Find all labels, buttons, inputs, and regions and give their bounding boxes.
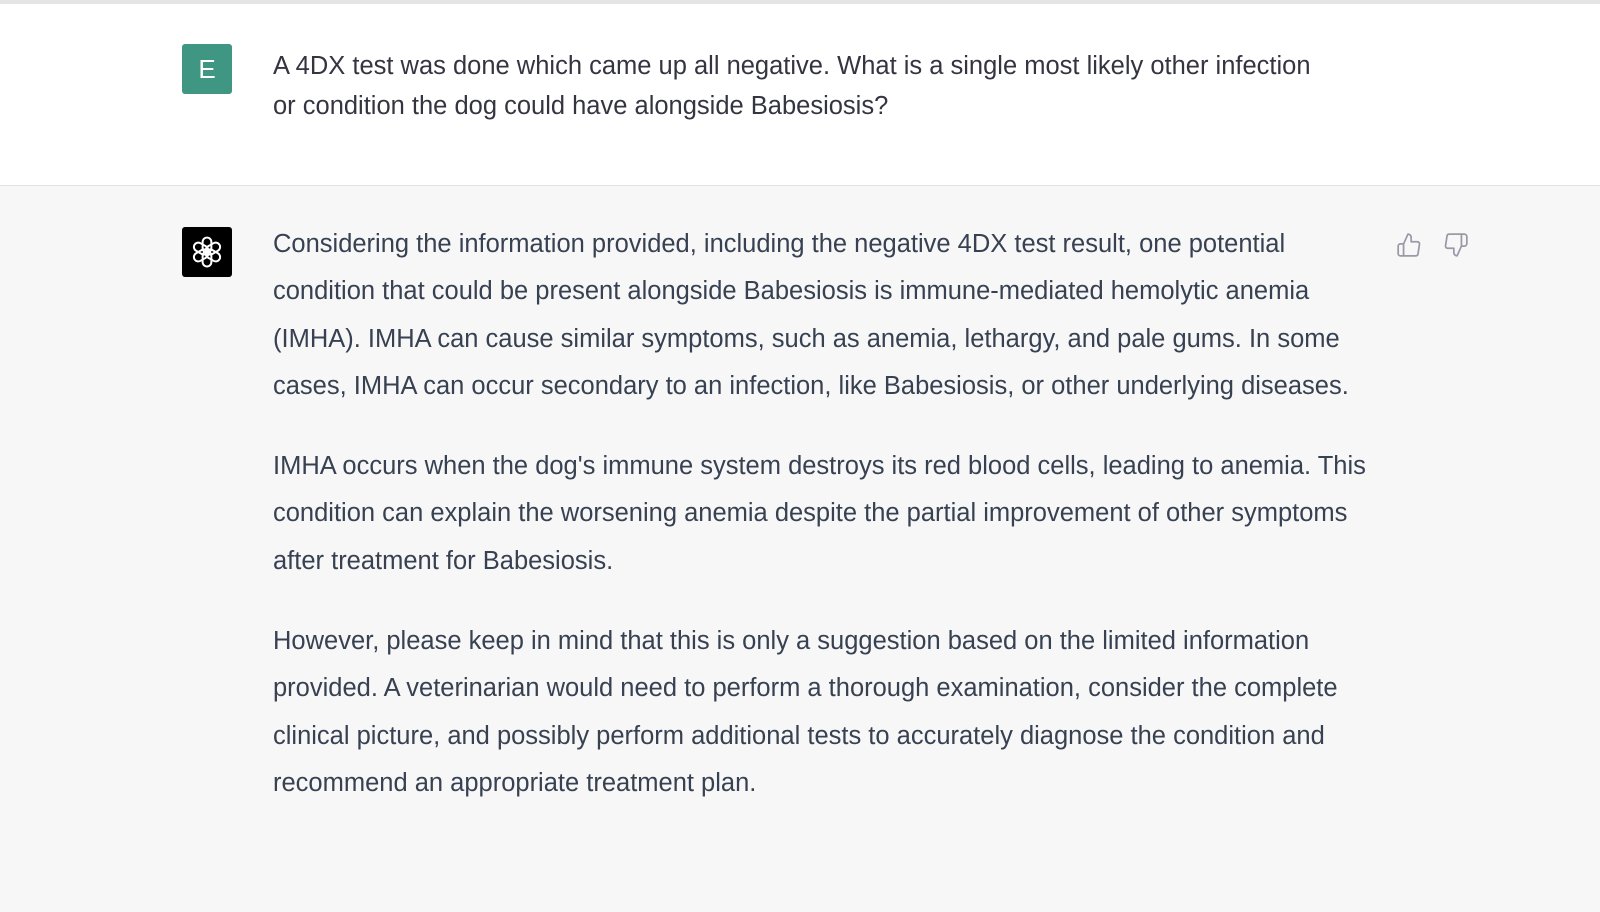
- assistant-message-row: [0, 186, 1600, 912]
- thumbs-down-icon: [1443, 232, 1469, 258]
- assistant-avatar: [182, 227, 232, 277]
- thumbs-up-icon: [1396, 232, 1422, 258]
- thumbs-up-button[interactable]: [1394, 230, 1424, 260]
- user-message-row: [0, 4, 1600, 186]
- user-avatar: E: [182, 44, 232, 94]
- assistant-paragraph: However, please keep in mind that this is only a suggestion based on the limited information provided. A veterinarian would need to perform a thorough examination, consider the complete clinical picture, and possibly perform additional tests to accurately diagnose the condition and recommend an appropriate treatment plan.: [273, 627, 1338, 797]
- assistant-paragraph: Considering the information provided, including the negative 4DX test result, one potential condition that could be present alongside Babesiosis is immune-mediated hemolytic anemia (IMHA). IMHA can cause similar symptoms, such as anemia, lethargy, and pale gums. In some cases, IMHA can occur secondary to an infection, like Babesiosis, or other underlying diseases.: [273, 230, 1349, 400]
- assistant-message-text: [273, 221, 1385, 840]
- user-message-text: A 4DX test was done which came up all negative. What is a single most likely other infection or condition the dog could have alongside Babesiosis?: [273, 52, 1311, 120]
- openai-logo-icon: [188, 233, 226, 271]
- assistant-paragraph: IMHA occurs when the dog's immune system destroys its red blood cells, leading to anemia. This condition can explain the worsening anemia despite the partial improvement of other symptoms after treatment for Babesiosis.: [273, 452, 1366, 575]
- thumbs-down-button[interactable]: [1441, 230, 1471, 260]
